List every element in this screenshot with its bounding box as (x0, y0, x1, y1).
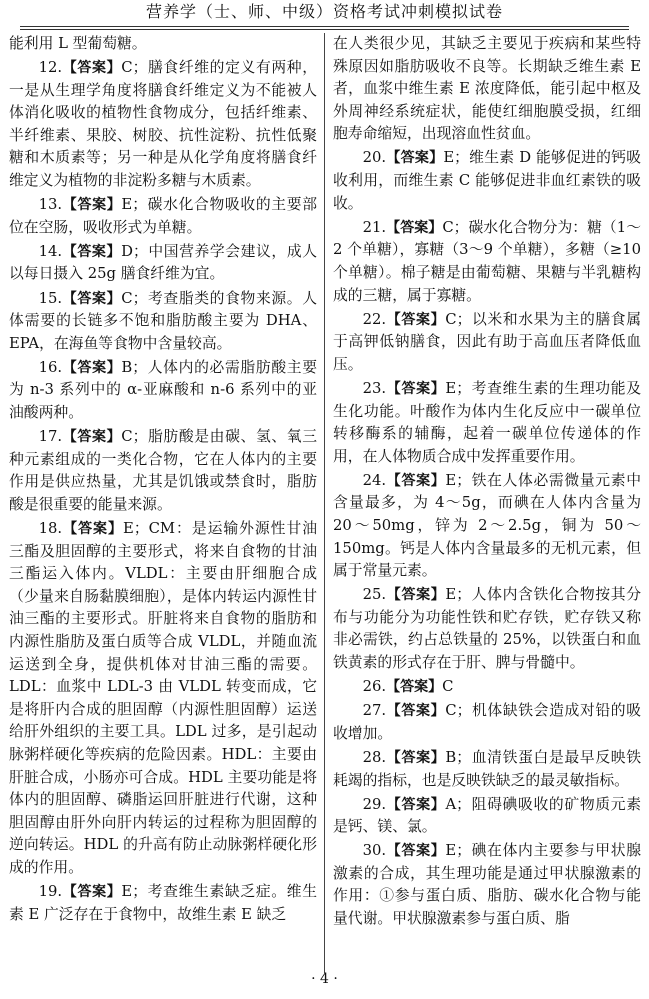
answer-text: E；碳水化合物吸收的主要部位在空肠，吸收形式为单糖。 (9, 196, 317, 236)
question-number: 12. (38, 59, 63, 77)
right-column (333, 33, 641, 932)
answer-paragraph (333, 794, 641, 839)
answer-paragraph (9, 57, 317, 193)
answer-label: 【答案】 (386, 796, 446, 813)
answer-label: 【答案】 (62, 429, 122, 446)
answer-text: C；膳食纤维的定义有两种，一是从生理学角度将膳食纤维定义为不能被人体消化吸收的植物性食物成分，包括纤维素、半纤维素、果胶、树胶、抗性淀粉、抗性低聚糖和木质素等；另一种是从化学角度将膳食纤维定义为植物的非淀粉多糖与木质素。 (9, 59, 318, 190)
question-number: 27. (362, 702, 387, 720)
paragraph-text: 能利用 L 型葡萄糖。 (9, 35, 147, 52)
question-number: 16. (38, 358, 63, 376)
question-number: 24. (362, 471, 387, 489)
answer-text: C；考查脂类的食物来源。人体需要的长链多不饱和脂肪酸主要为 DHA、EPA，在海鱼等食物中含量较高。 (9, 289, 318, 352)
answer-label: 【答案】 (62, 520, 124, 537)
question-number: 19. (38, 882, 63, 900)
answer-paragraph (9, 881, 317, 926)
answer-text: C；机体缺铁会造成对铅的吸收增加。 (333, 702, 642, 742)
answer-paragraph (333, 147, 641, 215)
question-number: 14. (38, 242, 63, 260)
answer-paragraph (333, 747, 641, 792)
answer-paragraph (333, 700, 641, 745)
question-number: 18. (38, 519, 63, 537)
answer-label: 【答案】 (386, 380, 446, 397)
answer-paragraph (333, 584, 641, 674)
question-number: 13. (38, 196, 63, 214)
question-number: 30. (362, 842, 387, 860)
answer-paragraph (9, 241, 317, 286)
answer-label: 【答案】 (386, 311, 446, 328)
question-number: 25. (362, 586, 387, 604)
answer-text: E；碘在体内主要参与甲状腺激素的合成，其生理功能是通过甲状腺激素的作用：①参与蛋白质、脂肪、碳水化合物与能量代谢。甲状腺激素参与蛋白质、脂 (333, 842, 641, 928)
answer-label: 【答案】 (386, 219, 443, 236)
answer-paragraph (333, 217, 641, 307)
answer-label: 【答案】 (386, 679, 443, 696)
question-number: 29. (362, 795, 387, 813)
answer-text: A；阻碍碘吸收的矿物质元素是钙、镁、氯。 (333, 795, 642, 836)
left-column (9, 33, 317, 928)
header-title: 营养学（士、师、中级）资格考试冲刺模拟试卷 (145, 2, 503, 21)
answer-paragraph (333, 33, 641, 146)
answer-paragraph (9, 288, 317, 356)
answer-paragraph (333, 378, 641, 468)
answer-text: C；碳水化合物分为：糖（1～2 个单糖），寡糖（3～9 个单糖），多糖（≥10 个单糖）。棉子糖是由葡萄糖、果糖与半乳糖构成的三糖，属于寡糖。 (333, 218, 641, 304)
question-number: 22. (362, 310, 387, 328)
answer-paragraph (9, 357, 317, 425)
answer-paragraph (333, 840, 641, 930)
answer-paragraph (333, 309, 641, 377)
question-number: 28. (362, 748, 387, 766)
answer-paragraph (333, 676, 641, 699)
answer-label: 【答案】 (386, 587, 446, 604)
answer-label: 【答案】 (62, 883, 122, 900)
answer-label: 【答案】 (62, 197, 122, 214)
question-number: 15. (38, 289, 63, 307)
answer-paragraph (9, 33, 317, 56)
page-number: · 4 · (311, 971, 338, 987)
answer-label: 【答案】 (386, 749, 446, 766)
question-number: 26. (362, 678, 387, 696)
answer-label: 【答案】 (386, 150, 444, 167)
column-divider (324, 33, 325, 973)
answer-text: C；以米和水果为主的膳食属于高钾低钠膳食，因此有助于高血压者降低血压。 (333, 310, 642, 373)
answer-paragraph (9, 426, 317, 516)
answer-label: 【答案】 (386, 843, 446, 860)
paragraph-text: 在人类很少见，其缺乏主要见于疾病和某些特殊原因如脂肪吸收不良等。长期缺乏维生素 E 者，血浆中维生素 E 浓度降低，能引起中枢及外周神经系统症状，能使红细胞膜受损，红细胞寿命缩短，出现溶血性贫血。 (333, 35, 641, 143)
answer-label: 【答案】 (62, 290, 122, 307)
answer-label: 【答案】 (62, 359, 122, 376)
answer-text: B；人体内的必需脂肪酸主要为 n-3 系列中的 α-亚麻酸和 n-6 系列中的亚油酸两种。 (9, 358, 318, 421)
answer-label: 【答案】 (386, 703, 446, 720)
question-number: 21. (362, 218, 387, 236)
answer-text: E；铁在人体必需微量元素中含量最多，为 4～5g，而碘在人体内含量为 20～50mg，锌为 2～2.5g，铜为 50～150mg。钙是人体内含量最多的无机元素，但属于常量元素。 (333, 471, 641, 580)
answer-label: 【答案】 (62, 243, 122, 260)
answer-text: E；CM：是运输外源性甘油三酯及胆固醇的主要形式，将来自食物的甘油三酯运入体内。VLDL：主要由肝细胞合成（少量来自肠黏膜细胞），是体内转运内源性甘油三酯的主要形式。肝脏将来自食物的脂肪和内源性脂肪及蛋白质等合成 VLDL，并随血流运送到全身，提供机体对甘油三酯的需要。LDL：血浆中 LDL-3 由 VLDL 转变而成，它是将肝内合成的胆固醇（内源性胆固醇）运送给肝外组织的主要工具。LDL 过多，是引起动脉粥样硬化等疾病的危险因素。HDL：主要由肝脏合成，小肠亦可合成。HDL 主要功能是将体内的胆固醇、磷脂运回肝脏进行代谢，这种胆固醇由肝外向肝内转运的过程称为胆固醇的逆向转运。HDL 的升高有防止动脉粥样硬化形成的作用。 (9, 519, 318, 876)
answer-text: E；人体内含铁化合物按其分布与功能分为功能性铁和贮存铁，贮存铁又称非必需铁，约占总铁量的 25%，以铁蛋白和血铁黄素的形式存在于肝、脾与骨髓中。 (333, 586, 641, 672)
answer-text: D；中国营养学会建议，成人以每日摄入 25g 膳食纤维为宜。 (9, 242, 317, 283)
question-number: 17. (38, 428, 63, 446)
answer-text: E；维生素 D 能够促进的钙吸收利用，而维生素 C 能够促进非血红素铁的吸收。 (333, 149, 642, 212)
question-number: 20. (362, 149, 387, 167)
answer-label: 【答案】 (62, 60, 122, 77)
answer-text: B；血清铁蛋白是最早反映铁耗竭的指标，也是反映铁缺乏的最灵敏指标。 (333, 748, 642, 789)
answer-paragraph (9, 194, 317, 239)
answer-paragraph (9, 518, 317, 880)
question-number: 23. (362, 379, 387, 397)
page-footer (0, 971, 649, 987)
header-rule (20, 26, 629, 30)
answer-text: C (442, 678, 454, 696)
answer-text: E；考查维生素缺乏症。维生素 E 广泛存在于食物中，故维生素 E 缺乏 (9, 882, 317, 923)
answer-label: 【答案】 (386, 472, 446, 489)
answer-paragraph (333, 470, 641, 583)
answer-text: E；考查维生素的生理功能及生化功能。叶酸作为体内生化反应中一碳单位转移酶系的辅酶，起着一碳单位传递体的作用，在人体物质合成中发挥重要作用。 (333, 379, 641, 465)
answer-text: C；脂肪酸是由碳、氢、氧三种元素组成的一类化合物，它在人体内的主要作用是供应热量，尤其是饥饿或禁食时，脂肪酸是很重要的能量来源。 (9, 428, 318, 513)
